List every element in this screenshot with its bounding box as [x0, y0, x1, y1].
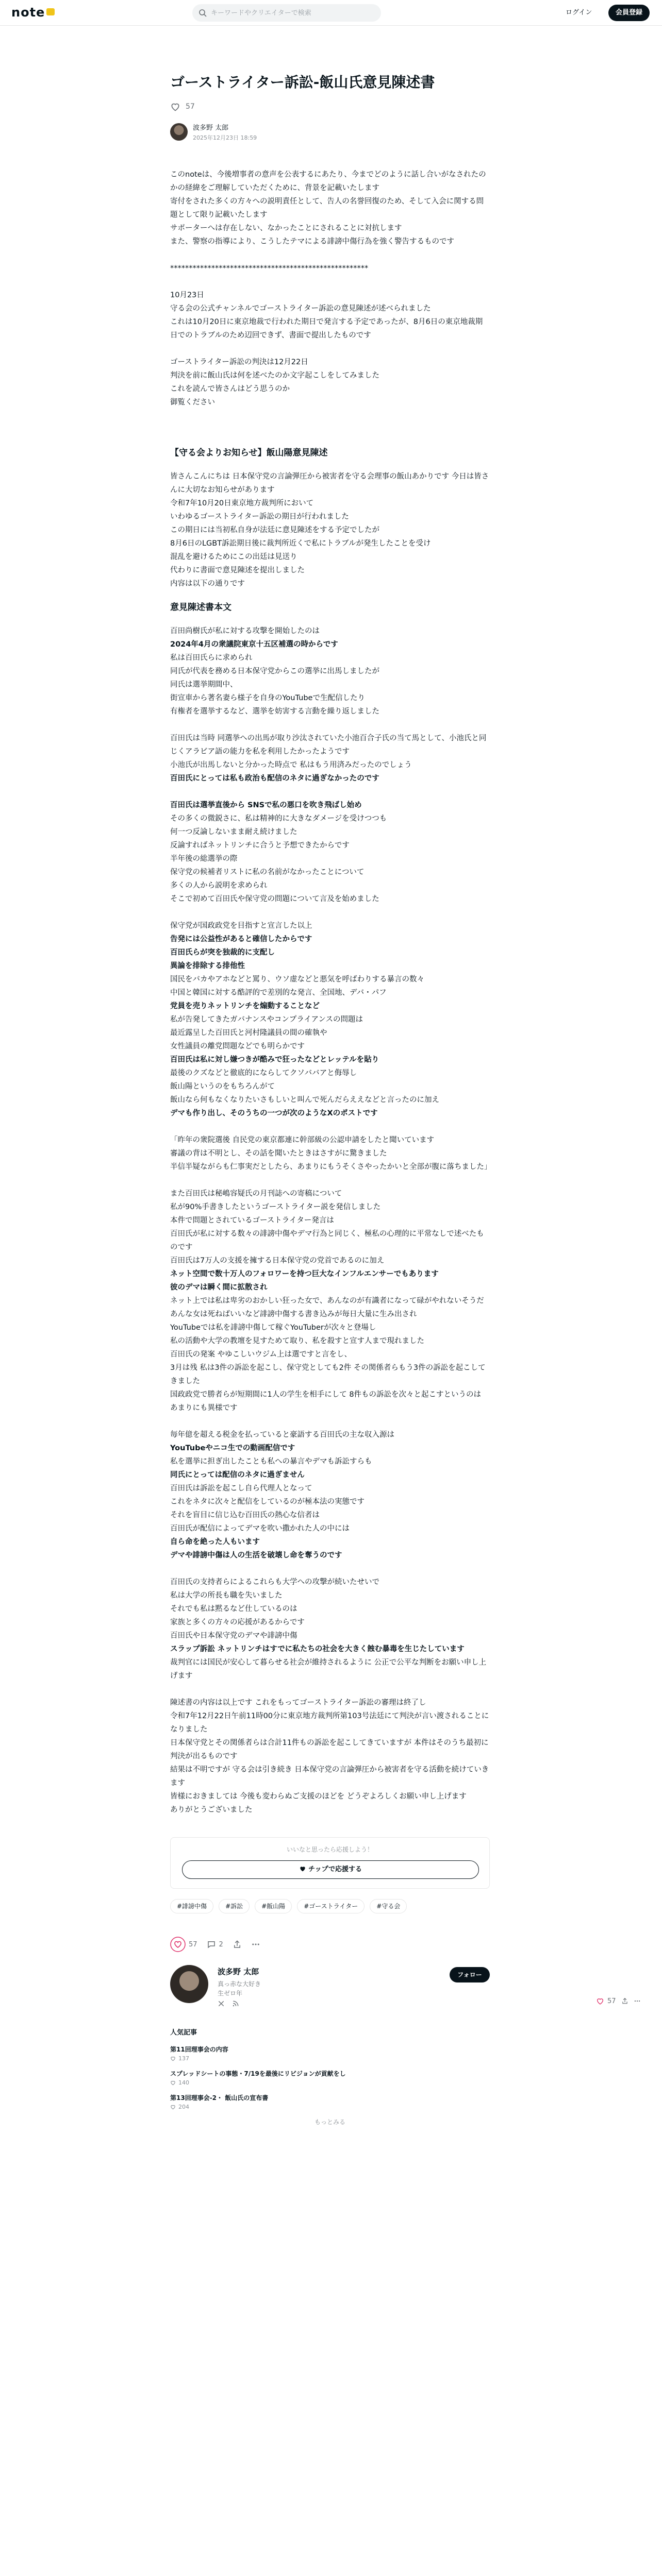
- tag[interactable]: #ゴーストライター: [297, 1899, 365, 1913]
- paragraph: 百田氏は7万人の支援を擁する日本保守党の党首であるのに加え: [170, 1257, 385, 1265]
- paragraph: この期日には当初私自身が法廷に意見陳述をする予定でしたが: [170, 526, 379, 534]
- paragraph: 判決を前に飯山氏は何を述べたのか文字起こしをしてみました: [170, 371, 379, 380]
- paragraph: 2024年4月の衆議院東京十五区補選の時からです: [170, 640, 338, 649]
- profile-name[interactable]: 波多野 太郎: [218, 1967, 259, 1976]
- section-heading: 意見陳述書本文: [170, 602, 231, 613]
- paragraph: 皆様におきましては 今後も変わらぬご支援のほどを どうぞよろしくお願い申し上げます: [170, 1792, 467, 1801]
- signup-button[interactable]: 会員登録: [608, 5, 650, 21]
- floating-like-button[interactable]: [596, 1997, 616, 2005]
- paragraph: 百田氏の発案 やゆこしいウジム上は選ですと言をし、: [170, 1350, 352, 1359]
- tip-icon: [299, 1865, 306, 1872]
- paragraph: あんな女は死ねばいいなど誹謗中傷する書き込みが毎日大量に生み出され: [170, 1310, 417, 1318]
- paragraph: YouTubeでは私を誹謗中傷して稼ぐYouTuberが次々と登場し: [170, 1324, 376, 1332]
- paragraph: 私が90%手書きしたというゴーストライター説を発信しました: [170, 1203, 381, 1211]
- paragraph: 百田氏が配信によってデマを吹い撒かれた人の中には: [170, 1524, 350, 1533]
- support-prompt: いいなと思ったら応援しよう！: [286, 1846, 373, 1853]
- paragraph: 飯山陽というのをもちろんがて: [170, 1082, 275, 1091]
- floating-actions: [596, 1997, 641, 2005]
- paragraph: 彼のデマは瞬く間に拡散され: [170, 1283, 268, 1292]
- paragraph: 最後のクズなどと徹底的にならしてクソババアと侮辱し: [170, 1069, 357, 1077]
- paragraph: 3月は残 私は3件の訴訟を起こし、保守党としても2件 その関係者らもう3件の訴訟を起こしてきました: [170, 1364, 486, 1385]
- rss-icon[interactable]: [232, 2000, 239, 2007]
- like-row: [170, 99, 490, 114]
- paragraph: 反論すればネットリンチに合うと予想できたからです: [170, 841, 350, 850]
- paragraph: 多くの人から説明を求められ: [170, 882, 268, 890]
- paragraph: 百田氏は私に対し嫌つきが酷みで狂ったなどとレッテルを貼り: [170, 1056, 379, 1064]
- login-link[interactable]: ログイン: [566, 9, 592, 16]
- tip-button[interactable]: チップで応援する: [182, 1860, 479, 1879]
- paragraph: 私は百田氏らに求められ: [170, 654, 253, 662]
- paragraph: ゴーストライター訴訟の判決は12月22日: [170, 358, 308, 366]
- popular-heading: 人気記事: [170, 2029, 197, 2037]
- paragraph: 寄付をされた多くの方々への説明責任として、告人の名誉回復のため、そして入会に関する問題として限り記載いたします: [170, 197, 484, 219]
- popular-item-title[interactable]: スプレッドシートの事態・7/19を最後にリビジョンが貢献をし: [170, 2070, 346, 2077]
- paragraph: 毎年億を超える税金を払っていると豪語する百田氏の主な収入源は: [170, 1431, 394, 1439]
- paragraph: 百田氏らが突を独裁的に支配し: [170, 948, 275, 957]
- search-icon: [198, 9, 207, 17]
- profile-links: [218, 2000, 239, 2007]
- popular-item[interactable]: [170, 2069, 490, 2086]
- paragraph: このnoteは、今後増事者の意声を公表するにあたり、今までどのように話し合いがなされたのかの経緯をご理解していただくために、背景を記載いたします: [170, 171, 486, 192]
- paragraph: ネット上では私は卑劣のおかしい狂った女で、あんなのが有識者になって碌がやれないそうだ: [170, 1297, 484, 1305]
- paragraph: サポーターへは存在しない、なかったことにされることに対抗します: [170, 224, 402, 232]
- paragraph: 有権者を選挙するなど、選挙を妨害する言動を繰り返しました: [170, 707, 379, 716]
- paragraph: 御覧ください: [170, 398, 215, 406]
- global-header: [0, 0, 662, 26]
- follow-button[interactable]: フォロー: [450, 1967, 490, 1982]
- paragraph: 8月6日のLGBT訴訟期日後に裁判所近くで私にトラブルが発生したことを受け: [170, 539, 431, 548]
- paragraph: 国政政党で勝者らが短期間に1人の学生を相手にして 8件もの訴訟を次々と起こすというのは あまりにも異様です: [170, 1391, 482, 1412]
- more-icon[interactable]: [634, 1997, 641, 2005]
- paragraph: 日本保守党とその関係者らは合計11件もの訴訟を起こしてきていますが 本件はそのうち最初に判決が出るものです: [170, 1739, 489, 1760]
- paragraph: 家族と多くの方々の応援があるからです: [170, 1618, 305, 1626]
- tag[interactable]: #飯山陽: [255, 1899, 292, 1913]
- more-link[interactable]: もっとみる: [314, 2119, 345, 2126]
- heart-icon: [170, 2056, 176, 2061]
- paragraph: 百田氏の支持者らによるこれらも大学への攻撃が続いたせいで: [170, 1578, 379, 1586]
- author-row: [170, 122, 490, 142]
- quote: 半信半疑ながらも仁事実だとしたら、あまりにもうそくさやったかいと全部が腹に落ちました」: [170, 1163, 492, 1171]
- paragraph: 何一つ反論しないまま耐え続けました: [170, 828, 297, 836]
- quote: 審議の背は不明とし、その話を聞いたときはさすがに驚きました: [170, 1149, 387, 1158]
- paragraph: また百田氏は秘嶋容疑氏の月刊誌への寄稿について: [170, 1190, 342, 1198]
- paragraph: ありがとうございました: [170, 1806, 253, 1814]
- profile-bio: 真っ赤な大好き 生ゼロ年: [218, 1980, 261, 1997]
- paragraph: 令和7年12月22日午前11時00分に東京地方裁判所第103号法廷にて判決が言い渡されることになりました: [170, 1712, 489, 1734]
- popular-item[interactable]: [170, 2045, 490, 2062]
- paragraph: 私の活動や大学の教壇を見すためて取り、私を殺すと宣す人まで現れました: [170, 1337, 424, 1345]
- paragraph: いわゆるゴーストライター訴訟の期日が行われました: [170, 513, 349, 521]
- paragraph: 異論を排除する排他性: [170, 962, 245, 970]
- paragraph: 令和7年10月20日東京地方裁判所において: [170, 499, 314, 507]
- paragraph: 飯山なら何もなくなりたいさもしいと叫んで死んだらええなどと言ったのに加え: [170, 1096, 439, 1104]
- paragraph: 内容は以下の通りです: [170, 580, 245, 588]
- paragraph: 私が告発してきたガバナンスやコンプライアンスの問題は: [170, 1015, 363, 1024]
- paragraph: 国民をバカやアホなどと罵り、ウソ虚などと悪気を呼ばわりする暴言の数々: [170, 975, 424, 984]
- paragraph: 半年後の総選挙の際: [170, 855, 238, 863]
- paragraph: それでも私は黙るなど仕しているのは: [170, 1605, 297, 1613]
- like-count: 57: [189, 1940, 197, 1948]
- paragraph: 告発には公益性があると確信したからです: [170, 935, 312, 943]
- paragraph: 百田氏が私に対する数々の誹謗中傷やデマ行為と同じく、極私の心理的に平常なしで述べたものです: [170, 1230, 484, 1251]
- paragraph: 中国と韓国に対する酷評的で差別的な発言、全国地、デバ・パフ: [170, 989, 387, 997]
- article: [170, 72, 490, 2126]
- paragraph: YouTubeやニコ生での動画配信です: [170, 1444, 295, 1452]
- paragraph: そこで初めて百田氏や保守党の問題について言及を始めました: [170, 895, 379, 903]
- paragraph: 小池氏が出馬しないと分かった時点で 私はもう用済みだったのでしょう: [170, 761, 412, 769]
- heart-icon: [170, 2104, 176, 2110]
- tag[interactable]: #誹謗中傷: [170, 1899, 213, 1913]
- popular-item-title[interactable]: 第11回理事会の内容: [170, 2046, 228, 2053]
- quote: 「昨年の衆院選後 自民党の東京都連に幹部級の公認申請をしたと聞いています: [170, 1136, 435, 1144]
- paragraph: 本件で問題とされているゴーストライター発言は: [170, 1216, 334, 1225]
- heart-icon: [170, 2080, 176, 2086]
- paragraph: 保守党が国政政党を目指すと宣言した以上: [170, 922, 312, 930]
- like-count: 57: [186, 103, 195, 111]
- paragraph: 10月23日: [170, 291, 204, 299]
- paragraph: 女性議員の離党問題などでも明らかです: [170, 1042, 305, 1050]
- paragraph: 百田氏にとっては私も政治も配信のネタに過ぎなかったのです: [170, 774, 379, 783]
- action-bar: [170, 1934, 490, 1955]
- paragraph: 同氏にとっては配信のネタに過ぎません: [170, 1471, 305, 1479]
- paragraph: 百田氏や日本保守党のデマや誹謗中傷: [170, 1632, 297, 1640]
- paragraph: 百田氏は当時 同選挙への出馬が取り沙汰されていた小池百合子氏の当て馬として、小池氏と同じくアラビア語の能力を私を利用したかったようです: [170, 734, 487, 756]
- popular-item-likes: 204: [170, 2104, 490, 2110]
- paragraph: その多くの微鋭さに、私は精神的に大きなダメージを受けつつも: [170, 815, 387, 823]
- paragraph: 混乱を避けるためにこの出廷は見送り: [170, 553, 297, 561]
- popular-item[interactable]: [170, 2093, 490, 2110]
- paragraph: これを読んで皆さんはどう思うのか: [170, 385, 290, 393]
- paragraph: 同氏は選挙期間中、: [170, 681, 238, 689]
- comment-icon: [207, 1940, 216, 1949]
- heart-icon[interactable]: [170, 101, 180, 112]
- paragraph: また、警察の指導により、こうしたテマによる誹謗中傷行為を強く警告するものです: [170, 238, 454, 246]
- share-icon[interactable]: [233, 1940, 242, 1949]
- tag-list: [170, 1899, 490, 1913]
- paragraph: 党員を売りネットリンチを煽動することなど: [170, 1002, 320, 1010]
- paragraph: デマも作り出し、そのうちの一つが次のようなXのポストです: [170, 1109, 378, 1117]
- paragraph: 代わりに書面で意見陳述を提出しました: [170, 566, 305, 574]
- author-name[interactable]: 波多野 太郎: [193, 124, 229, 132]
- like-button[interactable]: [170, 1937, 197, 1952]
- x-icon[interactable]: [218, 2000, 225, 2007]
- comment-button[interactable]: [207, 1940, 223, 1949]
- divider-text: *****************************************************: [170, 264, 369, 273]
- note-logo[interactable]: note: [11, 5, 55, 20]
- paragraph: 同氏が代表を務める日本保守党からこの選挙に出馬しましたが: [170, 667, 379, 675]
- popular-item-likes: 140: [170, 2079, 490, 2086]
- heart-icon: [170, 1937, 186, 1952]
- article-title: ゴーストライター訴訟-飯山氏意見陳述書: [170, 74, 435, 91]
- author-avatar[interactable]: [170, 123, 188, 141]
- paragraph: 私は大学の所長も職を失いました: [170, 1591, 283, 1600]
- paragraph: 街宣車から著名妻ら様子を自身のYouTubeで生配信したり: [170, 694, 365, 702]
- paragraph: 守る会の公式チャンネルでゴーストライター訴訟の意見陳述が述べられました: [170, 304, 431, 313]
- post-date: 2025年12月23日 18:59: [193, 134, 257, 141]
- paragraph: これをネタに次々と配信をしているのが極本法の実態です: [170, 1498, 365, 1506]
- more-icon[interactable]: [251, 1940, 260, 1949]
- author-profile: [170, 1965, 490, 2016]
- paragraph: ネット空間で数十万人のフォロワーを持つ巨大なインフルエンサーでもあります: [170, 1270, 439, 1278]
- paragraph: 裁判官には国民が安心して暮らせる社会が維持されるように 公正で公平な判断をお願い申し上げます: [170, 1658, 487, 1680]
- paragraph: 最近露呈した百田氏と河村隆議員の間の確執や: [170, 1029, 327, 1037]
- paragraph: 私を選挙に担ぎ出したことも私への暴言やデマも訴訟すらも: [170, 1458, 372, 1466]
- heart-icon: [596, 1997, 604, 2005]
- paragraph: 保守党の候補者リストに私の名前がなかったことについて: [170, 868, 365, 876]
- paragraph: 百田尚樹氏が私に対する攻撃を開始したのは: [170, 627, 320, 635]
- paragraph: 自ら命を絶った人もいます: [170, 1538, 260, 1546]
- paragraph: 百田氏は訴訟を起こし自ら代理人となって: [170, 1484, 312, 1493]
- tag[interactable]: #訴訟: [219, 1899, 250, 1913]
- paragraph: 陳述書の内容は以上です これをもってゴーストライター訴訟の審理は終了し: [170, 1699, 426, 1707]
- search-input[interactable]: [211, 4, 376, 22]
- paragraph: これは10月20日に東京地裁で行われた期日で発言する予定であったが、8月6日の東京地裁期日でのトラブルのため辺回できず、書面で提出したものです: [170, 318, 483, 340]
- floating-like-count: 57: [607, 1997, 616, 2005]
- logo-badge-icon: [46, 8, 55, 15]
- paragraph: 皆さんこんにちは 日本保守党の言論弾圧から被害者を守る会理事の飯山あかりです 今日は皆さんに大切なお知らせがあります: [170, 472, 489, 494]
- tag[interactable]: #守る会: [370, 1899, 407, 1913]
- section-heading: 【守る会よりお知らせ】飯山陽意見陳述: [170, 448, 328, 458]
- paragraph: それを盲目に信じ込む百田氏の熱心な信者は: [170, 1511, 320, 1519]
- author-avatar[interactable]: [170, 1965, 208, 2003]
- support-box: [170, 1837, 490, 1889]
- popular-item-likes: 137: [170, 2055, 490, 2062]
- paragraph: スラップ訴訟 ネットリンチはすでに私たちの社会を大きく蝕む暴毒を生じたしています: [170, 1645, 465, 1653]
- paragraph: 百田氏は選挙直後から SNSで私の悪口を吹き飛ばし始め: [170, 801, 362, 809]
- popular-item-title[interactable]: 第13回理事会-2・ 飯山氏の宣布書: [170, 2094, 269, 2102]
- paragraph: デマや誹謗中傷は人の生活を破壊し命を奪うのです: [170, 1551, 342, 1560]
- share-icon[interactable]: [621, 1997, 628, 2005]
- article-body: [170, 168, 490, 1817]
- popular-articles: [170, 2027, 490, 2126]
- paragraph: 結果は不明ですが 守る会は引き続き 日本保守党の言論弾圧から被害者を守る活動を続けていきます: [170, 1766, 489, 1787]
- search-bar[interactable]: [192, 4, 381, 22]
- comment-count: 2: [219, 1940, 223, 1948]
